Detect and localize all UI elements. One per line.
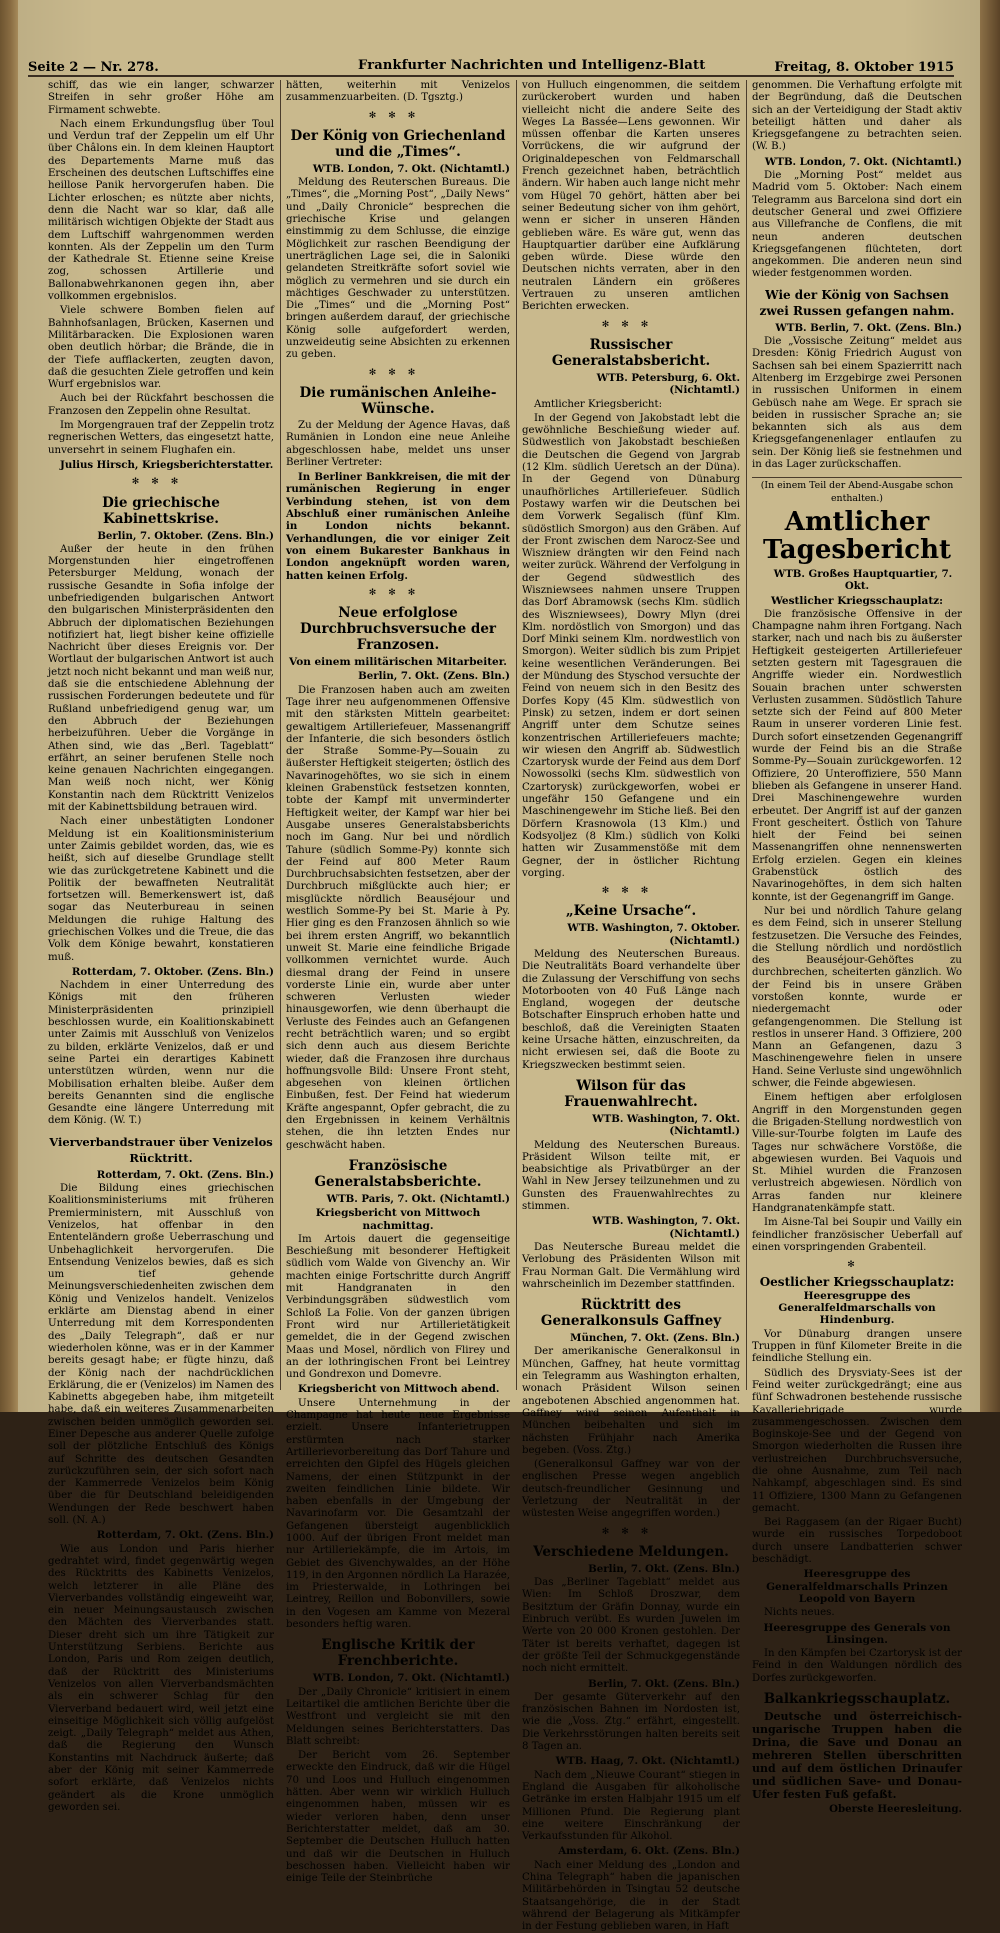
article-text: Nach einer unbestätigten Londoner Meldung ist ein Koalitionsministerium unter Zaimis gebildet worden, das, wie es heißt, sich auf dieselbe Grundlage stellt wie das zurückgetretene Kabinett und die Politik der bewaffneten Neutralität fortsetzen will. Bemerkenswert ist, daß sogar das Neuterbureau in seinen Meldungen die ruhige Haltung des griechischen Volkes und die Treue, die das Volk dem Könige bewahrt, konstatieren muß. [48,816,274,963]
article-headline: Französische Generalstabsberichte. [314,1157,482,1190]
dateline: Rotterdam, 7. Okt. (Zens. Bln.) [96,1529,274,1542]
dateline: WTB. Washington, 7. Oktober. (Nichtamtl.) [567,922,740,947]
dateline: Berlin, 7. Okt. (Zens. Bln.) [588,1677,740,1690]
dateline: Rotterdam, 7. Okt. (Zens. Bln.) [96,1168,274,1181]
article-text: (Generalkonsul Gaffney war von der englischen Presse wegen angeblich deutsch-freundlicher Gesinnung und Verletzung der Neutralität in der wüstesten Weise angegriffen worden.) [522,1459,740,1520]
dateline: WTB. Paris, 7. Okt. (Nichtamtl.) [326,1192,510,1205]
theater-heading: Balkankriegsschauplatz. [763,1691,951,1708]
column-4 [752,80,962,1816]
article-text: Wie aus London und Paris hierher gedrahtet wird, findet gegenwärtig wegen des Rücktritts des Kabinetts Venizelos, welch letzterer in alle Pläne des Vierverbandes vollständig eingeweiht war, ein neuer Meinungsaustausch zwischen den Mächten des Vierverbandes statt. Dieser dreht sich um ihre Tätigkeit zur Unterstützung Serbiens. Berichte aus London, Paris und Rom zeigen deutlich, daß der Rücktritt des Ministeriums Venizelos von allen Vierverbandsmächten als ein schwerer Schlag für den Vierverband bedauert wird, weil jetzt eine einseitige Möglichkeit sich völlig aufgelöst zeigt. „Daily Telegraph“ meldet aus Athen, daß die Regierung den Wunsch Konstantins mit Nachdruck äußerte; daß aber der König mit seiner Kammerrede sofort erklärte, daß Venizelos nichts geändert als die Krone unmöglich geworden sei. [48,1543,274,1813]
article-headline: Russischer Generalstabsbericht. [551,336,711,369]
article-text: Außer der heute in den frühen Morgenstunden hier eingetroffenen Petersburger Meldung, wonach der russische Gesandte in Sofia infolge der unbefriedigenden bulgarischen Antwort den bulgarischen Ministerpräsidenten den Abbruch der diplomatischen Beziehungen notifiziert hat, liegt bisher keine offizielle Nachricht über dieses Ereignis vor. Der Wortlaut der bulgarischen Antwort ist auch jetzt noch nicht bekannt und man weiß nur, daß sie die entschiedene Ablehnung der russischen Forderungen bedeutete und für Rußland unbefriedigend genug war, um den Abbruch der Beziehungen herbeizuführen. Ueber die Vorgänge in Athen sind, wie das „Berl. Tageblatt“ erfährt, an seiner berufenen Stelle noch keine genauen Nachrichten eingegangen. Man weiß noch nicht, wer König Konstantin nach dem Rücktritt Venizelos mit der Kabinettsbildung betrauen wird. [48,543,274,814]
article-text: Nur bei und nördlich Tahure gelang es dem Feind, sich in unserer Stellung festzusetzen. Die Versuche des Feindes, die Stellung nördlich und nordöstlich des Beauséjour-Gehöftes zu durchbrechen, scheiterten gänzlich. Wo der Feind bis in unsere Gräben vorstoßen konnte, wurde er niedergemacht oder gefangengenommen. Die Stellung ist restlos in unserer Hand. 3 Offiziere, 200 Mann an Gefangenen, dazu 3 Maschinengewehre fielen in unsere Hand. Seine Verluste sind ungewöhnlich schwer, die Feinde abgewiesen. [752,905,962,1090]
dateline: WTB. Petersburg, 6. Okt. (Nichtamtl.) [596,371,740,397]
article-text: In Berliner Bankkreisen, die mit der rumänischen Regierung in enger Verbindung stehen, ist von dem Abschluß einer rumänischen Anleihe in London nichts bekannt. Verhandlungen, die vor einiger Zeit von einem Bukarester Bankhaus in London angeknüpft worden waren, hatten keinen Erfolg. [286,471,510,582]
article-headline: Wie der König von Sachsen zwei Russen gefangen nahm. [759,287,955,318]
dateline: WTB. London, 7. Okt. (Nichtamtl.) [312,162,510,175]
article-text: Der Bericht vom 26. September erweckte den Eindruck, daß wir die Hügel 70 und Loos und Hulluch eingenommen hätten. Aber wenn wir wirklich Hulluch eingenommen haben, müssen wir es wieder verloren haben, denn unser Berichterstatter meldet, daß am 30. September die Deutschen Hulluch hatten und daß wir die Deutschen in Hulluch beschossen haben. Vielleicht haben wir einige Teile der Steinbrüche [286,1750,510,1885]
article-text: Im Artois dauert die gegenseitige Beschießung mit besonderer Heftigkeit südlich vom Walde von Givenchy an. Wir machten einige Fortschritte durch Angriff mit Handgranaten in den Verbindungsgräben südwestlich vom Schloß La Folie. Von der ganzen übrigen Front wird nur Artillerietätigkeit gemeldet, die in der Gegend zwischen Maas und Mosel, nördlich von Flirey und an der lothringischen Front bei Leintrey und Gondrexon und Domevre. [286,1233,510,1381]
article-text: Im Morgengrauen traf der Zeppelin trotz regnerischen Wetters, das eingesetzt hatte, unversehrt in seinem Flughafen ein. [48,420,274,456]
column-1 [48,80,274,1813]
article-headline: Englische Kritik der Frenchberichte. [321,1637,475,1670]
article-text: Die „Morning Post“ meldet aus Madrid vom 5. Oktober: Nach einem Telegramm aus Barcelona sind dort ein deutscher General und zwei Offiziere aus Villefranche de Conflens, die mit neun anderen deutschen Kriegsgefangenen flüchteten, dort angekommen. Die anderen neun sind wieder festgenommen worden. [752,170,962,280]
section-ornament: ✻✻✻ [601,1526,661,1537]
issue-date: Freitag, 8. Oktober 1915 [774,60,954,75]
article-text: Deutsche und österreichisch-ungarische Truppen haben die Drina, die Save und Donau an mehreren Stellen überschritten und auf dem östlichen Drinaufer und südlichen Save- und Donau-Ufer festen Fuß gefaßt. [752,1710,962,1802]
article-text: Die Franzosen haben auch am zweiten Tage ihrer neu aufgenommenen Offensive mit den stärksten Mitteln gearbeitet: gewaltigem Artilleriefeuer, Massenangriff der Infanterie, die sich besonders östlich der Straße Somme-Py—Souain zu äußerster Heftigkeit steigerten; östlich des Navarinogehöftes, wo sie sich in einem kleinen Grabenstück festsetzen konnten, tobte der Kampf mit unverminderter Heftigkeit weiter, der Kampf war hier bei Ausgabe unseres Generalstabsberichts noch im Gang. Nur bei und nördlich Tahure (südlich Somme-Py) konnte sich der Feind auf 800 Meter Raum Durchbruchsabsichten festsetzen, aber der Durchbruch mißglückte auch hier; er misglückte nördlich Beauséjour und westlich Somme-Py bei St. Marie à Py. Hier ging es den Franzosen ähnlich so wie bei ihrem ersten Angriff, wo bekanntlich unweit St. Marie eine feindliche Brigade vollkommen vernichtet wurde. Auch diesmal drang der Feind in unsere vorderste Linie ein, wurde aber unter schweren Verlusten wieder hinausgeworfen, wie denn überhaupt die Verluste des Feindes auch an Gefangenen recht beträchtlich waren; und so ergibt sich denn auch aus diesem Berichte wieder, daß die Franzosen ihre durchaus hoffnungsvolle Bild: Unsere Front steht, abgesehen von kleinen örtlichen Einbußen, fest. Der Feind hat wiederum Kräfte angespannt, Opfer gebracht, die zu den Ergebnissen in keinem Verhältnis stehen, die ihn letzten Endes nur geschwächt haben. [286,684,510,1151]
article-text: Nachdem in einer Unterredung des Königs mit den früheren Ministerpräsidenten prinzipiell beschlossen wurde, ein Koalitionskabinett unter Zaimis mit Ausschluß von Venizelos zu bilden, erklärte Venizelos, daß er und seine Partei ein derartiges Kabinett unterstützen würden, wenn nur die Mobilisation erhalten bleibe. Außer dem bereits Genannten sind die englische Gesandte eine längere Unterredung mit dem König. (W. T.) [48,980,274,1127]
subheading: Kriegsbericht von Mittwoch abend. [298,1383,500,1396]
article-text: Der amerikanische Generalkonsul in München, Gaffney, hat heute vormittag ein Telegramm aus Washington erhalten, wonach Präsident Wilson seinen angebotenen Abschied angenommen hat. Gaffney wird seinen Aufenthalt in München beibehalten und sich im nächsten Frühjahr nach Amerika begeben. (Voss. Ztg.) [522,1346,740,1456]
section-ornament: ✻ [847,1260,867,1271]
article-text: Nach dem „Nieuwe Courant“ stiegen in England die Ausgaben für alkoholische Getränke im ersten Halbjahr 1915 um elf Millionen Pfund. Die Regierung plant eine weitere Einschränkung der Verkaufsstunden für Alkohol. [522,1769,740,1843]
subheading: Kriegsbericht von Mittwoch nachmittag. [315,1207,481,1232]
theater-heading: Oestlicher Kriegsschauplatz: [759,1274,955,1289]
article-text: Meldung des Neuterschen Bureaus. Die Neutralitäts Board verhandelte über die Zulassung der Verschiffung von sechs Motorbooten von 40 Fuß Länge nach England, wogegen der deutsche Botschafter Einspruch erhoben hatte und beschloß, daß die Vereinigten Staaten keine Ursache hätten, einzuschreiten, da nicht erwiesen sei, daß die Boote zu Kriegszwecken bestimmt seien. [522,949,740,1071]
article-headline: Rücktritt des Generalkonsuls Gaffney [540,1297,722,1330]
theater-heading: Westlicher Kriegsschauplatz: [770,594,944,607]
article-headline: Der König von Griechenland und die „Times“. [290,127,506,160]
page-number: Seite 2 — Nr. 278. [28,60,159,75]
signature: Oberste Heeresleitung. [829,1803,962,1816]
article-text: Nach einer Meldung des „London and China Telegraph“ haben die japanischen Militärbehörden in Tsingtau 52 deutsche Staatsangehörige, die in der Stadt während der Belagerung als Mitkämpfer in der Festung geblieben waren, in Haft [522,1859,740,1933]
article-text: Einem heftigen aber erfolglosen Angriff in den Morgenstunden gegen die Brigaden-Stellung nordwestlich von Ville-sur-Tourbe folgten im Laufe des Tages nur schwächere Vorstöße, die abgewiesen wurden. Bei Vaquois und St. Mihiel wurden die Franzosen verlustreich abgewiesen. Nördlich von Arras fanden nur kleinere Handgranatenkämpfe statt. [752,1092,962,1215]
section-ornament: ✻✻✻ [368,587,428,598]
article-text: Bei Raggasem (an der Rigaer Bucht) wurde ein russisches Torpedoboot durch unsere Landbatterien schwer beschädigt. [752,1517,962,1566]
article-text: Nach einem Erkundungsflug über Toul und Verdun traf der Zeppelin um elf Uhr über Châlons ein. In dem kleinen Hauptort des Departements Marne muß das Erscheinen des deutschen Luftschiffes eine heillose Panik hervorgerufen haben. Die Lichter erloschen; es nützte aber nichts, denn die Nacht war so klar, daß alle militärisch wichtigen Objekte der Stadt aus dem Luftschiff wahrgenommen werden konnten. Als der Zeppelin um den Turm der Kathedrale St. Etienne seine Kreise zog, schossen Artillerie und Ballonabwehrkanonen gegen ihn, aber vollkommen ergebnislos. [48,118,274,303]
section-ornament: ✻✻✻ [601,319,661,330]
article-text: In der Gegend von Jakobstadt lebt die gewöhnliche Beschießung wieder auf. Südwestlich von Jakobstadt beschießen die Deutschen die Gegend von Jargrab (12 Klm. südlich Ueretsch an der Düna). In der Gegend von Dünaburg unaufhörliches Artilleriefeuer. Südlich Postawy warfen wir die Deutschen bei dem Vorwerk Segalisch (fünf Klm. südöstlich Smorgon) aus den Gräben. Auf der Front zwischen dem Narocz-See und Wiszniew drängten wir den Feind nach weiter zurück. Während der Verfolgung in der Gegend südwestlich des Wiszniewsees nahmen unsere Truppen das Dorf Abramowsk (sechs Klm. südlich des Wiszniewsees), Dowry Mlyn (drei Klm. nordöstlich von Smorgon) und das Dorf Minki seinem Klm. nordwestlich von Smorgon). Weiter südlich bis zum Pripjet keine wesentlichen Veränderungen. Bei der Mündung des Styschod versuchte der Feind von neuem sich in den Besitz des Dorfes Kopy (45 Klm. südwestlich von Pinsk) zu setzen, indem er dort seinen Angriff unter dem Schutze seines konzentrischen Artilleriefeuers machte; wir wiesen den Angriff ab. Südwestlich Czartorysk wurde der Feind aus dem Dorf Nowossolki (sechs Klm. südwestlich von Czartorysk) zurückgeworfen, wobei er ungefähr 150 Gefangene und ein Maschinengewehr im Stiche ließ. Bei den Dörfern Krasnowola (13 Klm.) und Kodsyoljez (8 Klm.) südlich von Kolki hatten wir Zusammenstöße mit dem Gegner, der in östlicher Richtung vorging. [522,412,740,879]
dateline: Berlin, 7. Oktober. (Zens. Bln.) [97,529,274,542]
dateline: WTB. London, 7. Okt. (Nichtamtl.) [764,155,962,168]
article-text: Die Bildung eines griechischen Koalitionsministeriums mit früheren Premierministern, mit Ausschluß von Venizelos, hat offenbar in den Ententeländern große Ueberraschung und Unbehaglichkeit hervorgerufen. Die Entsendung Venizelos bewies, daß es sich um tief gehende Meinungsverschiedenheiten zwischen dem König und Venizelos handelt. Venizelos erklärte am Dienstag abend in einer Unterredung mit dem Korrespondenten des „Daily Telegraph“, daß er nur wiederholen könne, was er in der Kammer bereits gesagt habe; er fügte hinzu, daß der König nach der nachdrücklichen Erklärung, die er (Venizelos) im Namen des Kabinetts abgegeben habe, ihm mitgeteilt habe, daß ein weiteres Zusammenarbeiten zwischen beiden unmöglich geworden sei. Einer Depesche aus anderer Quelle zufolge soll der plötzliche Entschluß des Königs auf Schritte des deutschen Gesandten zurückzuführen sein, der sich sofort nach der Kammerrede Venizelos beim König über die für Deutschland beleidigenden Wendungen der Rede beschwert haben soll. (N. A.) [48,1183,274,1527]
army-group-heading: Heeresgruppe des Generals von Linsingen. [763,1621,951,1646]
article-text: Die „Vossische Zeitung“ meldet aus Dresden: König Friedrich August von Sachsen sah bei einem Spazierritt nach Altenberg im Erzgebirge zwei Personen in russischen Uniformen in einem Gebüsch nahe am Wege. Er sprach sie beiden in russischer Sprache an; sie bekannten sich als aus dem Kriegsgefangenenlager entlaufen zu sein. Der König ließ sie festnehmen und in das Lager zurückschaffen. [752,336,962,471]
article-text: genommen. Die Verhaftung erfolgte mit der Begründung, daß die Deutschen sich an der Verteidigung der Stadt aktiv beteiligt hätten und daher als Kriegsgefangene zu betrachten seien. (W. B.) [752,80,962,153]
article-headline: Vierverbandstrauer über Venizelos Rücktritt. [49,1134,273,1165]
byline: Julius Hirsch, Kriegsberichterstatter. [60,458,274,471]
article-text: Meldung des Reuterschen Bureaus. Die „Times“, die „Morning Post“, „Daily News“ und „Daily Chronicle“ besprechen die griechische Krise und gelangen einstimmig zu dem Schlusse, die einzige Möglichkeit zur raschen Beendigung der unerträglichen Lage sei, die in Saloniki gelandeten Streitkräfte sofort soviel wie möglich zu vermehren und sie durch ein mächtiges Geschwader zu unterstützen. Die „Times“ und die „Morning Post“ bringen außerdem darauf, der griechische König solle aufgefordert werden, unzweideutig seine Absichten zu erkennen zu geben. [286,177,510,361]
article-text: Zu der Meldung der Agence Havas, daß Rumänien in London eine neue Anleihe abgeschlossen habe, meldet uns unser Berliner Vertreter: [286,419,510,468]
page-edge-right [980,0,1000,1412]
dateline: WTB. Großes Hauptquartier, 7. Okt. [773,567,953,593]
article-headline: „Keine Ursache“. [565,903,697,920]
article-text: Nichts neues. [764,1607,835,1619]
column-divider [280,80,281,1390]
byline: Von einem militärischen Mitarbeiter. [289,656,507,669]
article-text: Meldung des Neuterschen Bureaus. Präsident Wilson teilte mit, er beabsichtige als Privatbürger an der Wahl in New Jersey teilzunehmen und zu Gunsten des Frauenwahlrechtes zu stimmen. [522,1139,740,1213]
article-text: schiff, das wie ein langer, schwarzer Streifen in sehr großer Höhe am Firmament schwebte. [48,80,274,116]
book-binding-edge [0,0,18,1412]
dateline: WTB. Berlin, 7. Okt. (Zens. Bln.) [775,321,962,334]
article-text: Das „Berliner Tageblatt“ meldet aus Wien: Im Schloß Droszwar, dem Besitztum der Gräfin Donnay, wurde ein Einbruch verübt. Es wurden Juwelen im Werte von 20 000 Kronen gestohlen. Der Täter ist bereits verhaftet, dagegen ist der größte Teil der Schmuckgegenstände noch nicht ermittelt. [522,1577,740,1675]
article-headline: Die griechische Kabinettskrise. [102,494,220,527]
dateline: WTB. Washington, 7. Okt. (Nichtamtl.) [592,1112,740,1138]
column-3 [522,80,740,1933]
dateline: WTB. Washington, 7. Okt. (Nichtamtl.) [592,1215,740,1240]
header-rule [28,75,954,77]
article-text: Vor Dünaburg drangen unsere Truppen in fünf Kilometer Breite in die feindliche Stellung ein. [752,1328,962,1365]
masthead-title: Frankfurter Nachrichten und Intelligenz-Blatt [358,58,706,73]
dateline: WTB. Haag, 7. Okt. (Nichtamtl.) [555,1755,740,1768]
dateline: Amsterdam, 6. Okt. (Zens. Bln.) [558,1845,740,1858]
article-text: Der gesamte Güterverkehr auf den französischen Bahnen im Nordosten ist, wie die „Voss. Ztg.“ erfährt, eingestellt. Die Verkehrsstörungen halten bereits seit 8 Tagen an. [522,1691,740,1753]
article-text: Auch bei der Rückfahrt beschossen die Franzosen den Zeppelin ohne Resultat. [48,393,274,417]
army-group-heading: Heeresgruppe des Generalfeldmarschalls von Hindenburg. [778,1289,936,1327]
section-ornament: ✻✻✻ [131,477,191,488]
column-divider [516,80,517,1390]
article-text: Die französische Offensive in der Champagne nahm ihren Fortgang. Nach starker, nach und nach bis zu äußerster Heftigkeit gesteigerten Artilleriefeuer setzten gestern mit Tagesgrauen die Angriffe wieder ein. Nordwestlich Souain brachen unter schwersten Verlusten zusammen. Südöstlich Tahure setzte sich der Feind auf 800 Meter Raum in unserer vorderen Linie fest. Durch sofort einsetzenden Gegenangriff wurde der Feind bis an die Straße Somme-Py—Souain zurückgeworfen. 12 Offiziere, 20 Unteroffiziere, 550 Mann blieben als Gefangene in unserer Hand. Drei Maschinengewehre wurden erbeutet. Der Angriff ist auf der ganzen Front gescheitert. Östlich von Tahure hielt der Feind bei seinen Massenangriffen ohne nennenswerten Erfolg erzielen. Gegen ein kleines Grabenstück östlich des Navarinogehöftes, in dem sich halten konnte, ist der Gegenangriff im Gange. [752,608,962,903]
article-headline: Wilson für das Frauenwahlrecht. [564,1077,698,1110]
article-text: Südlich des Drysviaty-Sees ist der Feind weiter zurückgedrängt; eine aus fünf Schwadronen bestehende russische Kavalleriebrigade wurde zusammengeschossen. Zwischen dem Boginskoje-See und der Gegend von Smorgon wiederholten die Russen ihre verlustreichen Durchbruchsversuche, die ohne Ausnahme, zum Teil nach Nahkampf, abgeschlagen sind. Es sind 11 Offiziere, 1300 Mann zu Gefangenen gemacht. [752,1367,962,1514]
dateline: Berlin, 7. Okt. (Zens. Bln.) [588,1562,740,1575]
article-text: Im Aisne-Tal bei Soupir und Vailly ein feindlicher französischer Ueberfall auf einen vorspringenden Grabenteil. [752,1217,962,1253]
report-headline: Amtlicher Tagesbericht [762,506,952,565]
dateline: WTB. London, 7. Okt. (Nichtamtl.) [312,1672,510,1685]
page-header [28,54,954,76]
article-text: In den Kämpfen bei Czartorysk ist der Feind in den Waldungen nördlich des Dorfes zurückgeworfen. [752,1648,962,1684]
article-text: Viele schwere Bomben fielen auf Bahnhofsanlagen, Brücken, Kasernen und Militärbaracken. Die Explosionen waren oben deutlich hörbar; die Brände, die in der Tiefe aufflackerten, zeugten davon, daß die gesuchten Ziele getroffen und kein Wurf ergebnislos war. [48,305,274,391]
section-ornament: ✻✻✻ [601,886,661,897]
section-ornament: ✻✻✻ [368,367,428,378]
dateline: Berlin, 7. Okt. (Zens. Bln.) [358,670,510,683]
edition-note: (In einem Teil der Abend-Ausgabe schon enthalten.) [752,477,962,505]
column-2 [286,80,510,1885]
article-text: Der „Daily Chronicle“ kritisiert in einem Leitartikel die amtlichen Berichte über die Westfront und vergleicht sie mit den Meldungen seines Berichterstatters. Das Blatt schreibt: [286,1686,510,1747]
dateline: Rotterdam, 7. Oktober. (Zens. Bln.) [71,965,274,978]
column-divider [746,80,747,1390]
article-headline: Die rumänischen Anleihe-Wünsche. [299,384,497,417]
article-headline: Neue erfolglose Durchbruchsversuche der Franzosen. [299,605,497,654]
article-text: von Hulluch eingenommen, die seitdem zurückerobert wurden und haben vielleicht nicht die andere Seite des Weges La Bassée—Lens gewonnen. Wir müssen offenbar die Karten unseres Vorrückens, die wir aufgrund der Originaldepeschen von Feldmarschall French gezeichnet haben, beträchtlich ändern. Wir haben auch lange nicht mehr vom Hügel 70 gehört, hätten aber bei seiner Bedeutung sicher von ihm gehört, wenn er sicher in unseren Händen geblieben wäre. Es wäre gut, wenn das Hauptquartier darüber eine Aufklärung geben würde. Diese würde den Deutschen nichts verraten, aber in den neutralen Ländern ein größeres Vertrauen zu unseren amtlichen Berichten erwecken. [522,80,740,313]
article-text: hätten, weiterhin mit Venizelos zusammenzuarbeiten. (D. Tgsztg.) [286,80,510,104]
article-text: Unsere Unternehmung in der Champagne hat heute neue Ergebnisse erzielt. Unsere Infanterietruppen erstürmten nach starker Artillerievorbereitung das Dorf Tahure und erreichten den Gipfel des Hügels gleichen Namens, der einen Stützpunkt in der zweiten feindlichen Linie bildete. Wir haben ebenfalls in der Umgebung der Navarinofarm vor. Die Gesamtzahl der Gefangenen übersteigt augenblicklich 1000. Auf der übrigen Front meldet man nur Artilleriekämpfe, die im Artois, im Gebiet des Givenchywaldes, an der Höhe 119, in den Argonnen nördlich La Harazée, im Priesterwalde, in Lothringen bei Leintrey, Reillon und Bobonvillers, sowie in den Vogesen am Kamme von Mezeral besonders heftig waren. [286,1397,510,1631]
army-group-heading: Heeresgruppe des Generalfeldmarschalls Prinzen Leopold von Bayern [766,1568,948,1605]
article-text: Amtlicher Kriegsbericht: [534,398,663,410]
dateline: München, 7. Okt. (Zens. Bln.) [570,1332,740,1345]
article-headline: Verschiedene Meldungen. [533,1543,729,1560]
article-text: Das Neutersche Bureau meldet die Verlobung des Präsidenten Wilson mit Frau Norman Galt. Die Vermählung wird wahrscheinlich im Dezember stattfinden. [522,1241,740,1290]
section-ornament: ✻✻✻ [368,110,428,121]
